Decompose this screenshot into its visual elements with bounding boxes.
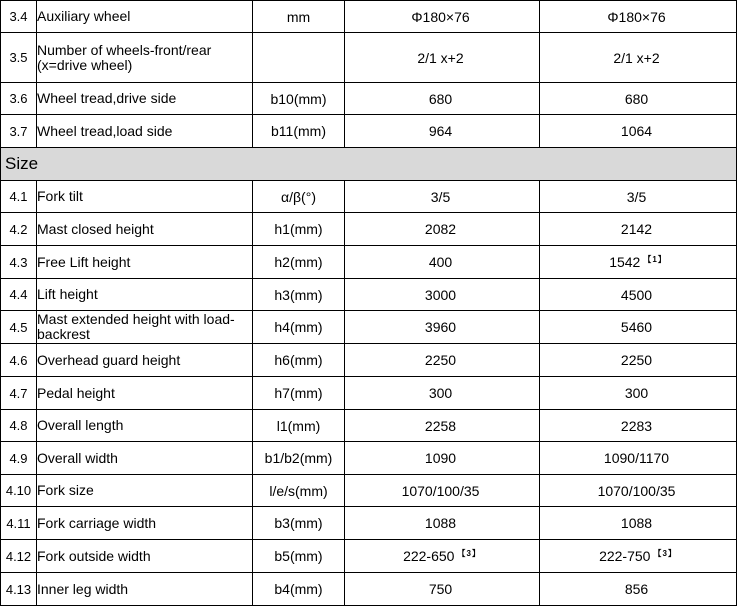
- value-text: 2082: [424, 221, 457, 237]
- row-value-model-2: [540, 213, 737, 246]
- row-value-model-1: [345, 213, 540, 246]
- row-value-model-1: [345, 246, 540, 279]
- row-description: Overhead guard height: [37, 344, 253, 377]
- table-row: [1, 115, 737, 148]
- row-value-model-1: [345, 442, 540, 475]
- row-description: Free Lift height: [37, 246, 253, 279]
- row-unit: l/e/s(mm): [253, 475, 345, 507]
- row-description: Lift height: [37, 279, 253, 311]
- row-value-model-1: [345, 115, 540, 148]
- row-unit: h3(mm): [253, 279, 345, 311]
- row-value-model-2: [540, 115, 737, 148]
- row-unit: b5(mm): [253, 540, 345, 573]
- row-number: 4.8: [1, 410, 37, 442]
- table-row: [1, 442, 737, 475]
- value-text: 1088: [620, 515, 653, 531]
- row-number: 3.7: [1, 115, 37, 148]
- value-text: 2/1 x+2: [417, 49, 464, 66]
- value-text: 2/1 x+2: [613, 49, 660, 66]
- footnote-marker: 【3】: [653, 549, 677, 558]
- value-text: 856: [624, 581, 649, 597]
- row-unit: b11(mm): [253, 115, 345, 148]
- row-number: 4.7: [1, 377, 37, 410]
- table-row: [1, 246, 737, 279]
- row-value-model-1: [345, 311, 540, 344]
- value-text: 680: [428, 90, 453, 107]
- value-text: 3960: [424, 319, 457, 335]
- row-description: Mast extended height with load-backrest: [37, 311, 253, 344]
- row-number: 4.3: [1, 246, 37, 279]
- table-row: [1, 507, 737, 540]
- row-value-model-2: [540, 573, 737, 606]
- row-value-model-1: [345, 1, 540, 33]
- row-value-model-2: [540, 33, 737, 83]
- row-value-model-2: [540, 344, 737, 377]
- value-text: 1070/100/35: [597, 482, 676, 499]
- row-number: 3.5: [1, 33, 37, 83]
- row-value-model-2: [540, 246, 737, 279]
- row-value-model-2: [540, 1, 737, 33]
- value-text: 3000: [424, 286, 457, 303]
- row-unit: h1(mm): [253, 213, 345, 246]
- row-number: 3.4: [1, 1, 37, 33]
- row-value-model-1: [345, 475, 540, 507]
- row-unit: [253, 33, 345, 83]
- row-unit: h6(mm): [253, 344, 345, 377]
- row-value-model-2: [540, 377, 737, 410]
- table-row: [1, 344, 737, 377]
- row-number: 3.6: [1, 83, 37, 115]
- value-text: 222-750: [599, 548, 651, 564]
- value-text: 2142: [620, 221, 653, 237]
- value-text: 2250: [620, 352, 653, 368]
- value-text: 1064: [620, 123, 653, 139]
- footnote-marker: 【3】: [457, 549, 481, 558]
- row-unit: b10(mm): [253, 83, 345, 115]
- row-unit: b4(mm): [253, 573, 345, 606]
- row-number: 4.12: [1, 540, 37, 573]
- row-unit: mm: [253, 1, 345, 33]
- row-description: Fork carriage width: [37, 507, 253, 540]
- value-text: 680: [624, 90, 649, 107]
- value-text: Φ180×76: [411, 8, 470, 25]
- value-text: 222-650: [403, 548, 455, 564]
- table-row: [1, 83, 737, 115]
- row-number: 4.10: [1, 475, 37, 507]
- value-text: Φ180×76: [607, 8, 666, 25]
- value-text: 2250: [424, 352, 457, 368]
- row-number: 4.11: [1, 507, 37, 540]
- table-row: [1, 213, 737, 246]
- spec-rows-wheels: [1, 1, 737, 148]
- row-value-model-1: [345, 33, 540, 83]
- table-row: [1, 279, 737, 311]
- row-description: Inner leg width: [37, 573, 253, 606]
- value-text: 5460: [620, 319, 653, 335]
- row-number: 4.4: [1, 279, 37, 311]
- row-value-model-2: [540, 507, 737, 540]
- section-size: [1, 148, 737, 181]
- value-text: 750: [428, 581, 453, 597]
- table-row: [1, 181, 737, 213]
- value-text: 1090: [424, 450, 457, 466]
- value-text: 2283: [620, 417, 653, 434]
- row-value-model-2: [540, 311, 737, 344]
- table-row: [1, 573, 737, 606]
- section-header-row: [1, 148, 737, 181]
- value-text: 2258: [424, 417, 457, 434]
- row-value-model-1: [345, 377, 540, 410]
- row-value-model-1: [345, 410, 540, 442]
- row-description: Pedal height: [37, 377, 253, 410]
- table-row: [1, 410, 737, 442]
- row-description: Fork outside width: [37, 540, 253, 573]
- row-unit: l1(mm): [253, 410, 345, 442]
- row-number: 4.5: [1, 311, 37, 344]
- row-unit: h4(mm): [253, 311, 345, 344]
- row-value-model-1: [345, 344, 540, 377]
- row-number: 4.2: [1, 213, 37, 246]
- row-value-model-1: [345, 83, 540, 115]
- row-value-model-1: [345, 279, 540, 311]
- table-row: [1, 311, 737, 344]
- row-description: Wheel tread,load side: [37, 115, 253, 148]
- row-value-model-2: [540, 181, 737, 213]
- row-number: 4.1: [1, 181, 37, 213]
- value-text: 400: [428, 254, 453, 270]
- row-number: 4.13: [1, 573, 37, 606]
- value-text: 300: [624, 385, 649, 401]
- value-text: 3/5: [430, 188, 451, 205]
- row-value-model-1: [345, 507, 540, 540]
- row-unit: h2(mm): [253, 246, 345, 279]
- row-value-model-2: [540, 83, 737, 115]
- row-description: Overall width: [37, 442, 253, 475]
- value-text: 3/5: [626, 188, 647, 205]
- value-text: 964: [428, 123, 453, 139]
- table-row: [1, 377, 737, 410]
- row-number: 4.6: [1, 344, 37, 377]
- row-value-model-2: [540, 410, 737, 442]
- value-text: 1088: [424, 515, 457, 531]
- row-description: Fork size: [37, 475, 253, 507]
- value-text: 1542: [609, 254, 641, 270]
- row-description: Wheel tread,drive side: [37, 83, 253, 115]
- row-description: Auxiliary wheel: [37, 1, 253, 33]
- value-text: 1070/100/35: [401, 482, 480, 499]
- table-row: [1, 33, 737, 83]
- section-title: Size: [1, 148, 737, 181]
- row-number: 4.9: [1, 442, 37, 475]
- row-unit: b3(mm): [253, 507, 345, 540]
- table-row: [1, 540, 737, 573]
- row-value-model-1: [345, 573, 540, 606]
- row-value-model-1: [345, 181, 540, 213]
- row-value-model-1: [345, 540, 540, 573]
- row-value-model-2: [540, 279, 737, 311]
- row-description: Number of wheels-front/rear (x=drive wheel): [37, 33, 253, 83]
- row-value-model-2: [540, 475, 737, 507]
- row-description: Fork tilt: [37, 181, 253, 213]
- table-row: [1, 1, 737, 33]
- row-description: Mast closed height: [37, 213, 253, 246]
- value-text: 4500: [620, 286, 653, 303]
- value-text: 1090/1170: [603, 450, 670, 466]
- footnote-marker: 【1】: [643, 255, 667, 264]
- spec-rows-size: [1, 181, 737, 606]
- row-unit: b1/b2(mm): [253, 442, 345, 475]
- table-row: [1, 475, 737, 507]
- row-unit: h7(mm): [253, 377, 345, 410]
- value-text: 300: [428, 385, 453, 401]
- row-description: Overall length: [37, 410, 253, 442]
- row-unit: α/β(°): [253, 181, 345, 213]
- row-value-model-2: [540, 442, 737, 475]
- row-value-model-2: [540, 540, 737, 573]
